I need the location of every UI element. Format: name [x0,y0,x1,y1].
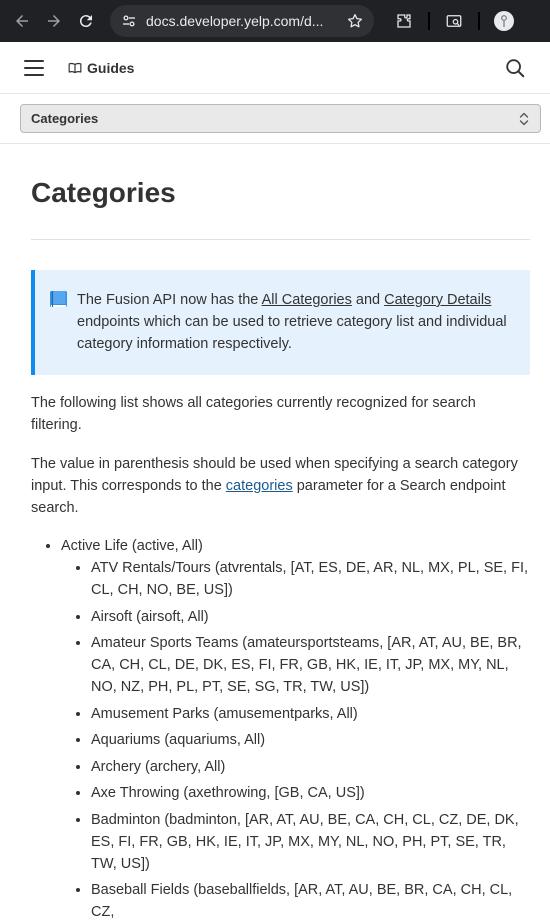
page-select[interactable] [20,104,541,133]
page-selector-bar [0,94,550,144]
toolbar-divider [478,12,480,30]
subcategory-list [61,557,530,923]
category-list [31,535,530,923]
url-text[interactable]: docs.developer.yelp.com/d... [146,13,324,29]
list-item [61,535,530,923]
browser-toolbar [0,0,550,42]
intro-paragraph: The following list shows all categories currently recognized for search filtering. [31,395,476,433]
list-item: • Archery (archery, All) [91,756,530,778]
select-caret-icon [518,111,530,127]
categories-link[interactable]: categories [225,478,293,494]
blue-book-icon [49,290,71,355]
profile-avatar[interactable] [491,8,517,34]
info-callout [31,270,530,375]
bookmark-star-icon[interactable] [346,12,364,30]
list-item: • ATV Rentals/Tours (atvrentals, [AT, ES, DE, AR, NL, MX, PL, SE, FI, CL, CH, NO, BE, US]) [91,557,530,601]
list-item: • Badminton (badminton, [AR, AT, AU, BE, CA, CH, CL, CZ, DE, DK, ES, FI, FR, GB, HK, IE, IT, JP, MX, MY, NL, NO, PH, PT, SE, TR, TW, US]) [91,809,530,875]
main-content [0,177,550,923]
search-icon[interactable] [504,57,526,79]
forward-icon[interactable] [40,7,68,35]
category-item-label: Active Life (active, All) [61,538,203,554]
site-settings-icon[interactable] [120,12,138,30]
all-categories-link[interactable]: All Categories [261,292,352,308]
list-item: • Amateur Sports Teams (amateursportsteams, [AR, AT, AU, BE, BR, CA, CH, CL, DE, DK, ES, FI, FR, GB, HK, IE, IT, JP, MX, MY, NL, NO, NZ, PH, PL, PT, SE, SG, TR, TW, US]) [91,632,530,698]
tab-search-icon[interactable] [441,8,467,34]
category-details-link[interactable]: Category Details [384,292,492,308]
menu-icon[interactable] [24,60,44,76]
page-select-value: Categories [31,111,99,126]
book-icon [68,61,82,75]
guides-link[interactable] [68,60,134,76]
page-title: Categories [31,177,530,240]
list-item: • Aquariums (aquariums, All) [91,729,530,751]
extensions-icon[interactable] [391,8,417,34]
toolbar-divider [428,12,430,30]
back-icon[interactable] [8,7,36,35]
guides-label: Guides [87,59,135,76]
list-item: • Axe Throwing (axethrowing, [GB, CA, US]) [91,782,530,804]
callout-text: The Fusion API now has the All Categories and Category Details endpoints which can be used to retrieve category list and individual category information respectively. [77,292,507,352]
address-bar[interactable] [110,5,374,37]
reload-icon[interactable] [72,7,100,35]
list-item: • Airsoft (airsoft, All) [91,606,530,628]
list-item: • Baseball Fields (baseballfields, [AR, AT, AU, BE, BR, CA, CH, CL, CZ, [91,879,530,923]
usage-paragraph: The value in parenthesis should be used when specifying a search category input. This corresponds to the categories parameter for a Search endpoint search. [31,456,518,516]
site-header [0,42,550,94]
list-item: • Amusement Parks (amusementparks, All) [91,703,530,725]
